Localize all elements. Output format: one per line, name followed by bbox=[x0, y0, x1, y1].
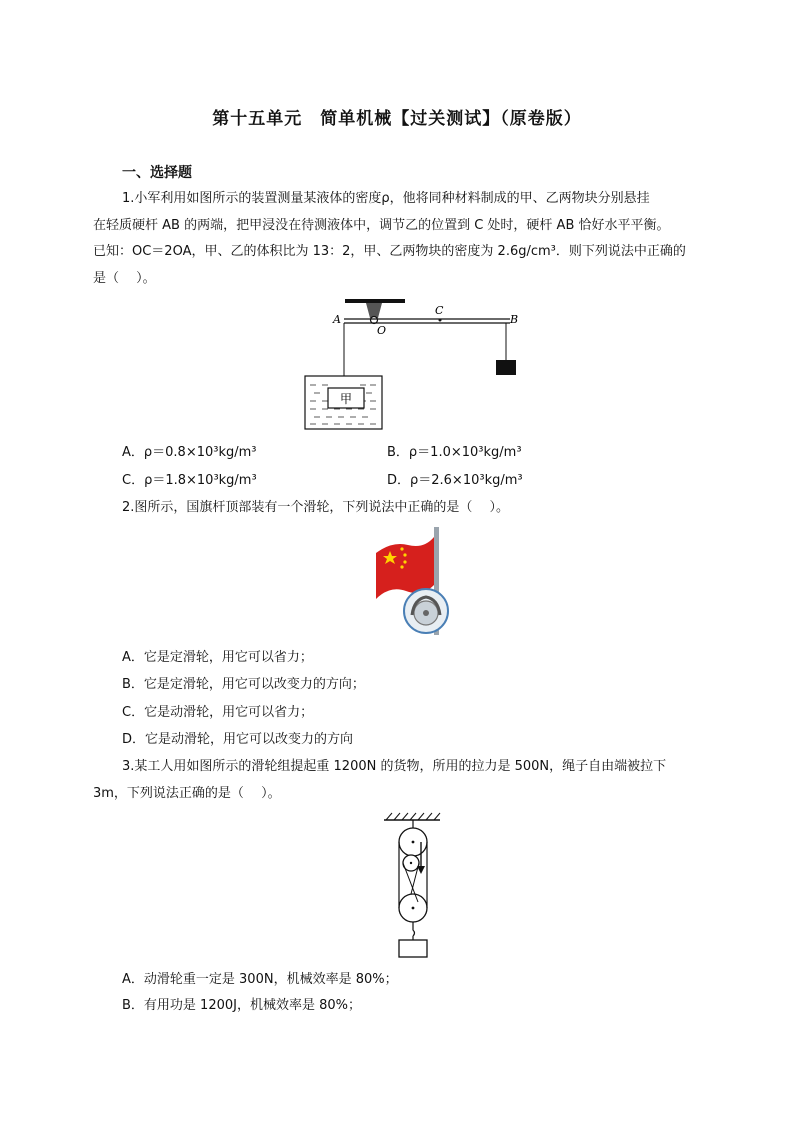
q1-option-c: C．ρ＝1.8×10³kg/m³ bbox=[122, 473, 257, 488]
pulley-system-figure bbox=[378, 810, 448, 962]
block-yi bbox=[496, 360, 516, 375]
q2-option-b: B．它是定滑轮，用它可以改变力的方向； bbox=[122, 677, 365, 692]
q1-option-a: A．ρ＝0.8×10³kg/m³ bbox=[122, 445, 257, 460]
label-o: O bbox=[377, 324, 387, 337]
q3-line-2: 3m，下列说法正确的是（ ）。 bbox=[93, 786, 281, 801]
q1-line-4: 是（ ）。 bbox=[93, 271, 156, 286]
q3-option-b: B．有用功是 1200J，机械效率是 80%； bbox=[122, 998, 361, 1013]
q2-stem: 2.图所示，国旗杆顶部装有一个滑轮，下列说法中正确的是（ ）。 bbox=[122, 500, 510, 515]
q1-option-b: B．ρ＝1.0×10³kg/m³ bbox=[387, 445, 522, 460]
q1-line-1: 1.小军利用如图所示的装置测量某液体的密度ρ，他将同种材料制成的甲、乙两物块分别悬挂 bbox=[122, 191, 650, 206]
q1-option-d: D．ρ＝2.6×10³kg/m³ bbox=[387, 473, 523, 488]
pivot-support bbox=[366, 303, 382, 318]
q2-option-a: A．它是定滑轮，用它可以省力； bbox=[122, 650, 313, 665]
label-a: A bbox=[333, 313, 341, 326]
q1-line-3: 已知：OC＝2OA，甲、乙的体积比为 13：2，甲、乙两物块的密度为 2.6g/cm³．则下列说法中正确的 bbox=[93, 244, 686, 259]
q2-option-c: C．它是动滑轮，用它可以省力； bbox=[122, 705, 314, 720]
hook bbox=[413, 922, 415, 936]
label-c: C bbox=[435, 304, 444, 317]
q3-line-1: 3.某工人用如图所示的滑轮组提起重 1200N 的货物，所用的拉力是 500N，绳子自由端被拉下 bbox=[122, 759, 667, 774]
lever-figure bbox=[300, 292, 530, 437]
label-b: B bbox=[510, 313, 519, 326]
q3-option-a: A．动滑轮重一定是 300N，机械效率是 80%； bbox=[122, 972, 398, 987]
point-c bbox=[439, 319, 442, 322]
pull-arrow-head bbox=[417, 866, 425, 874]
ceiling-bar bbox=[345, 299, 405, 303]
cargo-block bbox=[399, 940, 427, 957]
q2-option-d: D．它是动滑轮，用它可以改变力的方向 bbox=[122, 732, 354, 747]
flagpole-pulley-figure bbox=[372, 525, 458, 637]
page-title: 第十五单元 简单机械【过关测试】（原卷版） bbox=[212, 109, 582, 129]
q1-line-2: 在轻质硬杆 AB 的两端，把甲浸没在待测液体中，调节乙的位置到 C 处时，硬杆 AB 恰好水平平衡。 bbox=[93, 218, 670, 233]
section-heading: 一、选择题 bbox=[122, 165, 192, 181]
label-jia: 甲 bbox=[339, 392, 353, 406]
